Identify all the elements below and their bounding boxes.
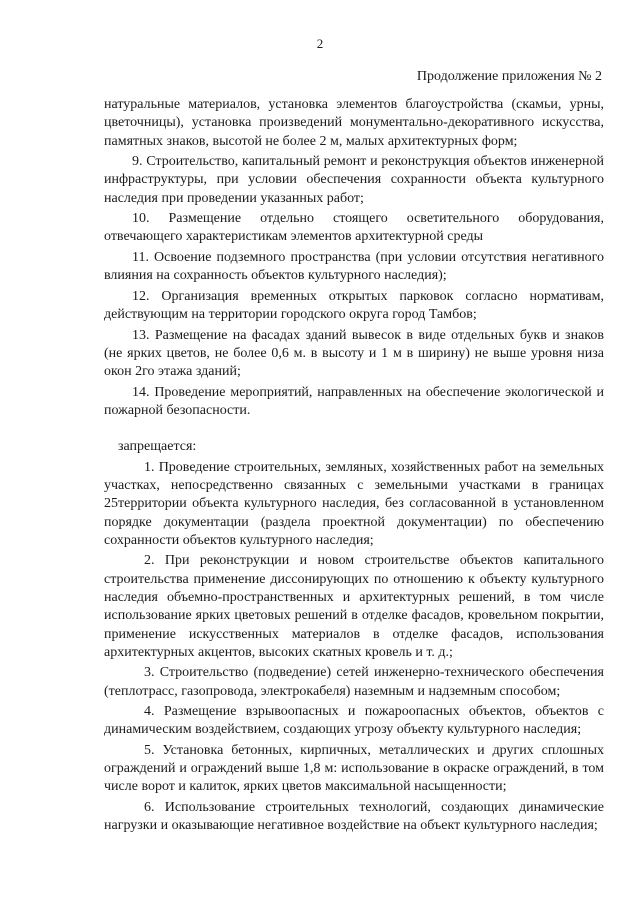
paragraph-allowed-11: 11. Освоение подземного пространства (при условии отсутствия негативного влияния на сохранность объектов культурного наследия); [104,249,604,284]
paragraph-allowed-9: 9. Строительство, капитальный ремонт и реконструкция объектов инженерной инфраструктуры, при условии обеспечения сохранности объекта культурного наследия при проведении указанных работ; [104,154,604,206]
page-number: 2 [316,36,324,51]
paragraph-prohibited-6: 6. Использование строительных технологий, создающих динамические нагрузки и оказывающие негативное воздействие на объект культурного наследия; [104,799,604,834]
paragraph-allowed-14: 14. Проведение мероприятий, направленных на обеспечение экологической и пожарной безопасности. [104,384,604,418]
paragraph-allowed-8-continued: натуральные материалов, установка элементов благоустройства (скамьи, урны, цветочницы), установка произведений монументально-декоративного искусства, памятных знаков, высотой не более 2 м, малых архитектурных форм; [104,97,604,149]
paragraph-prohibited-1: 1. Проведение строительных, земляных, хозяйственных работ на земельных участках, непосредственно связанных с земельными участками в границах 25территории объекта культурного наследия, без согласованной в установленном порядке документации (раздела проектной документации) по обеспечению сохранности объектов культурного наследия; [104,459,604,548]
paragraph-prohibited-2: 2. При реконструкции и новом строительстве объектов капитального строительства применение диссонирующих по отношению к объекту культурного наследия объемно-пространственных и архитектурных решений, в том числе использование ярких цветовых решений в отделке фасадов, кровельном покрытии, применение искусственных материалов в отделке фасадов, использования архитектурных акцентов, высоких скатных кровель и т. д.; [104,553,604,660]
prohibited-heading: запрещается: [118,439,197,455]
paragraph-prohibited-4: 4. Размещение взрывоопасных и пожароопасных объектов, объектов с динамическим воздействием, создающих угрозу объекту культурного наследия; [104,704,604,738]
paragraph-prohibited-3: 3. Строительство (подведение) сетей инженерно-технического обеспечения (теплотрасс, газопровода, электрокабеля) наземным и надземным способом; [104,665,604,699]
appendix-continuation: Продолжение приложения № 2 [416,69,602,84]
document-body [104,96,604,838]
paragraph-allowed-12: 12. Организация временных открытых парковок согласно нормативам, действующим на территории городского округа город Тамбов; [104,288,604,323]
paragraph-allowed-10: 10. Размещение отдельно стоящего осветительного оборудования, отвечающего характеристикам элементов архитектурной среды [104,211,604,245]
section-gap [104,422,604,434]
paragraph-prohibited-5: 5. Установка бетонных, кирпичных, металлических и других сплошных ограждений и ограждений выше 1,8 м: использование в окраске ограждений, в том числе ворот и калиток, ярких цветов максимальной насыщенности; [104,742,604,795]
paragraph-allowed-13: 13. Размещение на фасадах зданий вывесок в виде отдельных букв и знаков (не ярких цветов, не более 0,6 м. в высоту и 1 м в ширину) не выше уровня низа окон 2го этажа зданий; [104,327,604,380]
